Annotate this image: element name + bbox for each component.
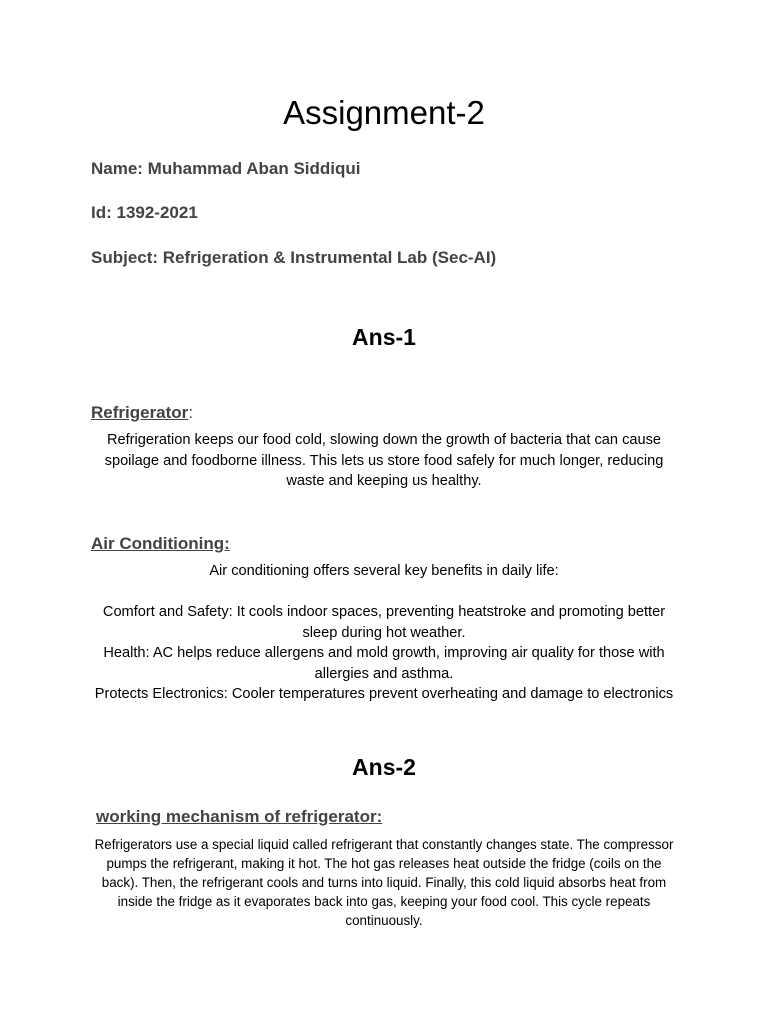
student-name: Name: Muhammad Aban Siddiqui (91, 159, 361, 178)
mechanism-heading-label: working mechanism of refrigerator: (96, 807, 383, 826)
air-conditioning-intro: Air conditioning offers several key benefits in daily life: (209, 563, 559, 579)
answer-2-heading: Ans-2 (352, 754, 416, 780)
refrigerator-heading-colon: : (188, 403, 194, 422)
mechanism-paragraph: Refrigerators use a special liquid called refrigerant that constantly changes state. The compressor pumps the refrigerant, making it hot. The hot gas releases heat outside the fridge (coils on the back). Then, the refrigerant cools and turns into liquid. Finally, this cold liquid absorbs heat from inside the fridge as it evaporates back into gas, keeping your food cool. This cycle repeats continuously. (94, 837, 674, 928)
air-conditioning-comfort: Comfort and Safety: It cools indoor spaces, preventing heatstroke and promoting better sleep during hot weather. (102, 604, 666, 641)
air-conditioning-heading (91, 533, 230, 555)
refrigerator-heading (91, 402, 193, 424)
answer-1-heading: Ans-1 (352, 324, 416, 350)
mechanism-heading (96, 806, 382, 828)
document-title: Assignment-2 (283, 94, 485, 131)
course-subject: Subject: Refrigeration & Instrumental Lab (Sec-AI) (91, 248, 497, 267)
air-conditioning-heading-label: Air Conditioning: (91, 534, 230, 553)
refrigerator-paragraph: Refrigeration keeps our food cold, slowing down the growth of bacteria that can cause spoilage and foodborne illness. This lets us store food safely for much longer, reducing waste and keeping us healthy. (104, 432, 664, 490)
air-conditioning-health: Health: AC helps reduce allergens and mold growth, improving air quality for those with allergies and asthma. (103, 645, 665, 682)
air-conditioning-electronics: Protects Electronics: Cooler temperatures prevent overheating and damage to electronics (94, 686, 674, 702)
refrigerator-heading-label: Refrigerator (91, 403, 189, 422)
student-id: Id: 1392-2021 (91, 203, 198, 222)
